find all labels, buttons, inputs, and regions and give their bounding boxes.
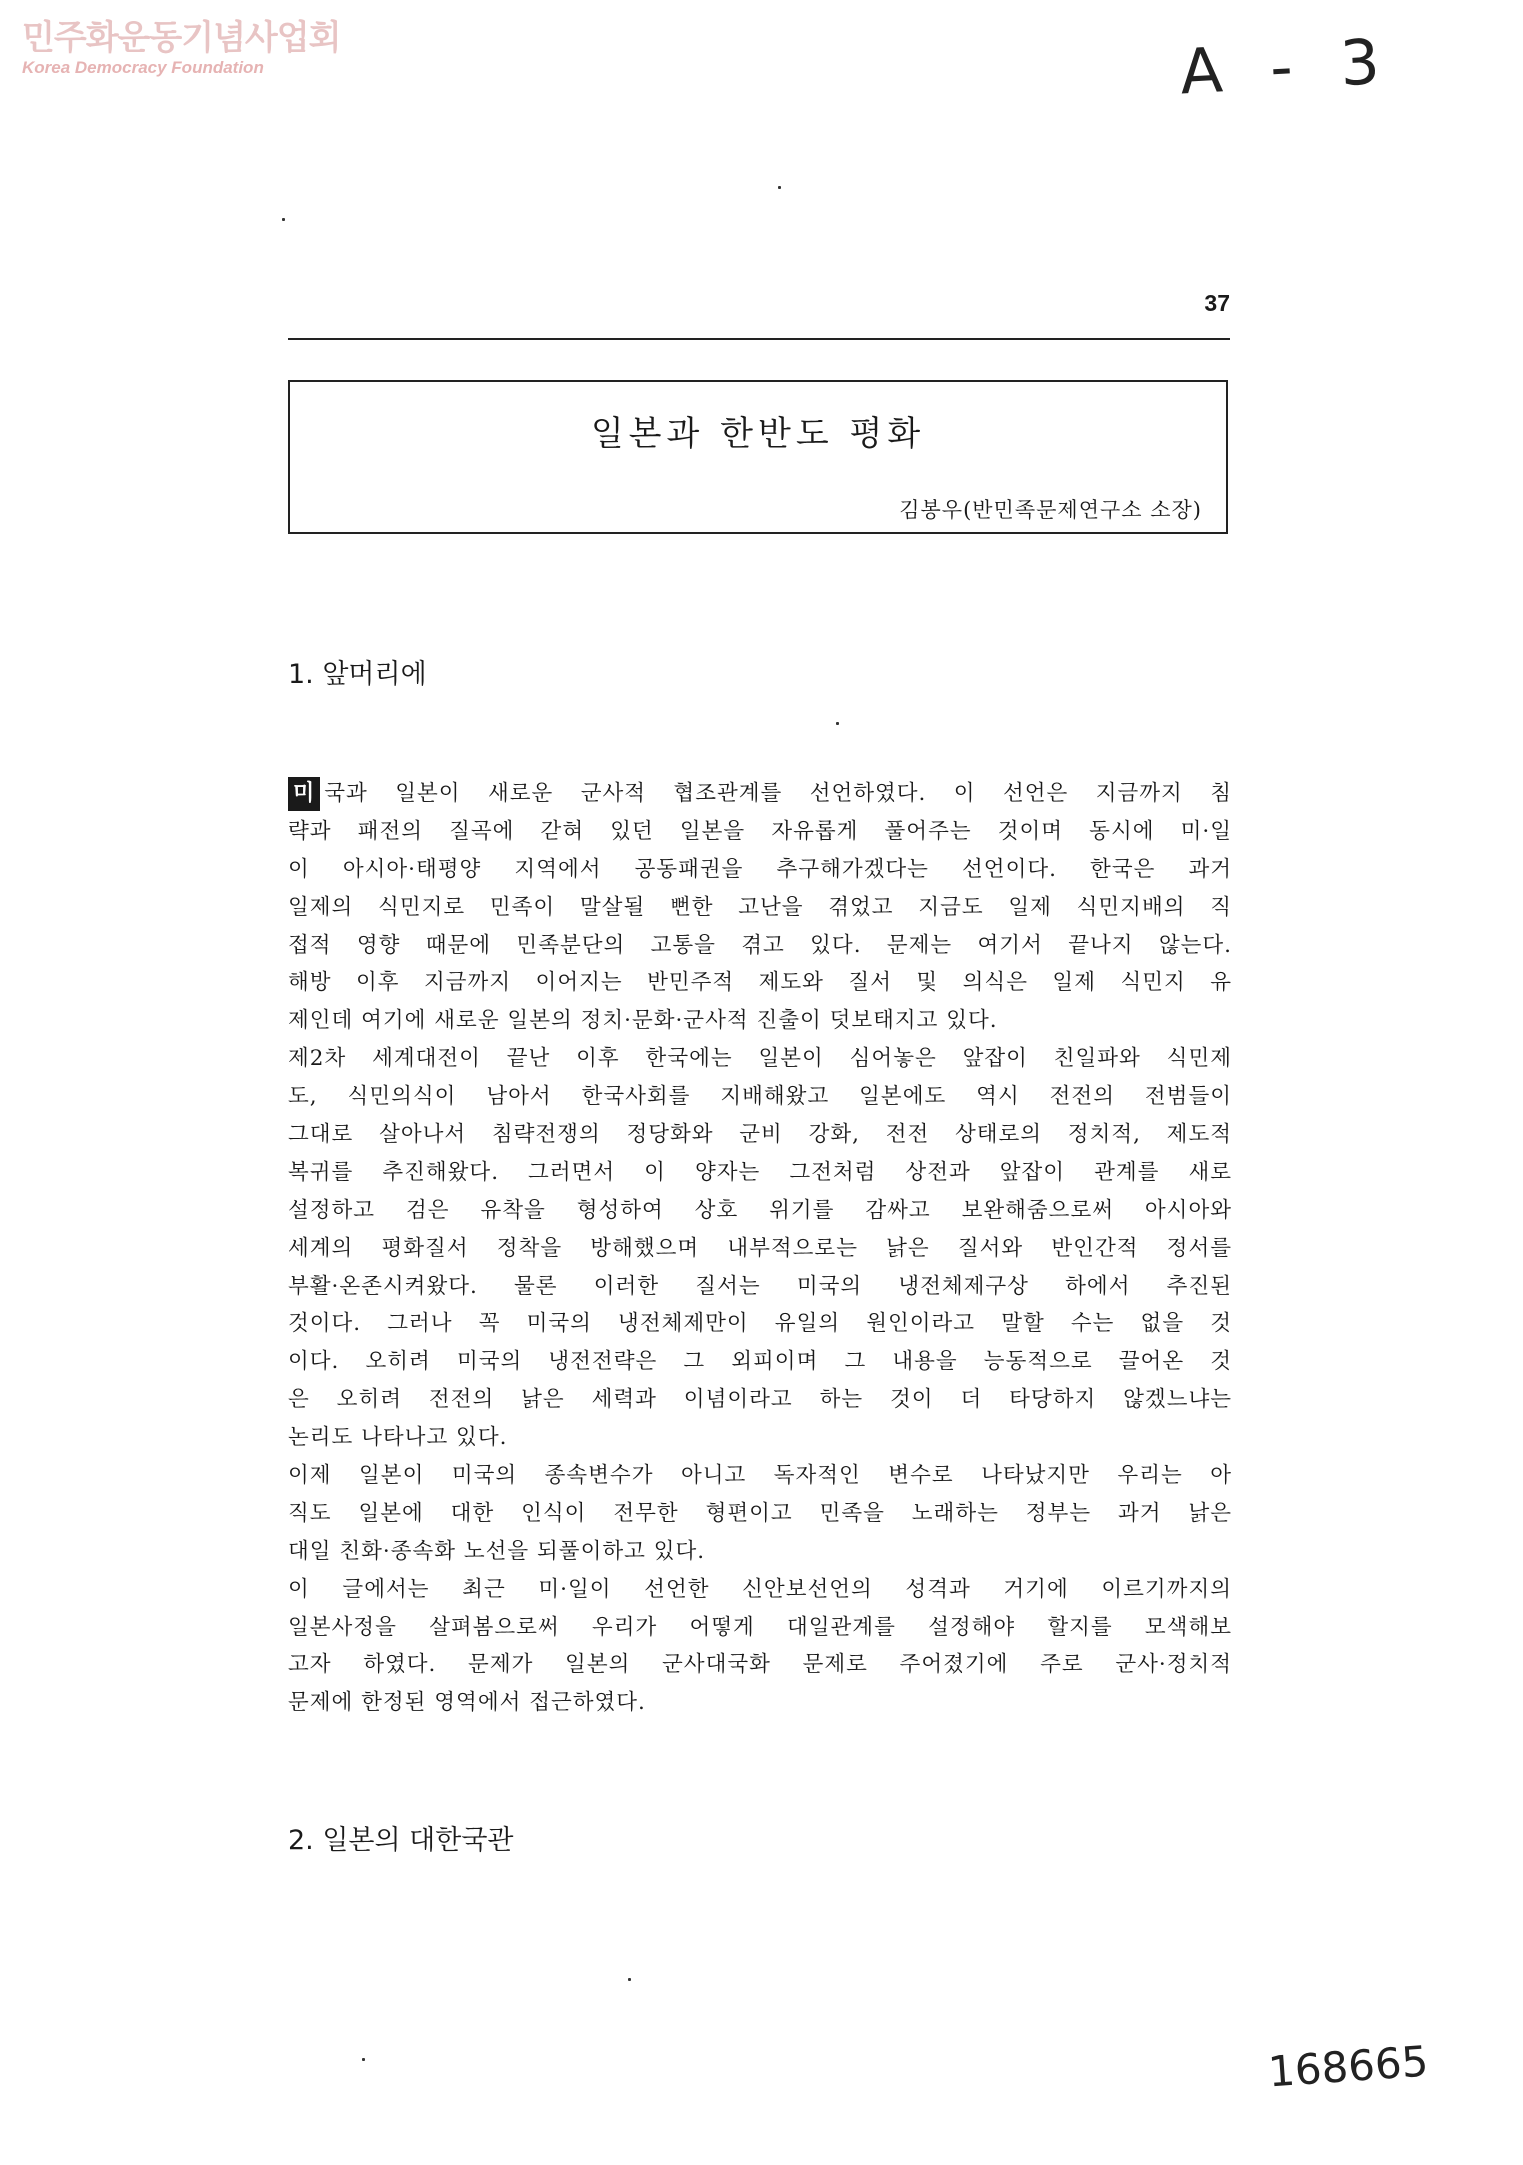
- paragraph-line: 직도 일본에 대한 인식이 전무한 형편이고 민족을 노래하는 정부는 과거 낡은: [288, 1500, 1232, 1526]
- header-rule: [288, 338, 1230, 340]
- scan-speck: [628, 1978, 631, 1981]
- watermark-logo: [22, 18, 340, 78]
- scan-speck: [362, 2058, 365, 2061]
- paragraph-line: 도, 식민의식이 남아서 한국사회를 지배해왔고 일본에도 역시 전전의 전범들이: [288, 1084, 1232, 1110]
- paragraph-line: 고자 하였다. 문제가 일본의 군사대국화 문제로 주어졌기에 주로 군사·정치적: [288, 1652, 1232, 1678]
- paragraph-line: 제인데 여기에 새로운 일본의 정치·문화·군사적 진출이 덧보태지고 있다.: [288, 1008, 998, 1034]
- paragraph-line: 일제의 식민지로 민족이 말살될 뻔한 고난을 겪었고 지금도 일제 식민지배의 직: [288, 894, 1232, 920]
- paragraph-line: 설정하고 검은 유착을 형성하여 상호 위기를 감싸고 보완해줌으로써 아시아와: [288, 1197, 1232, 1223]
- paragraph-line: 은 오히려 전전의 낡은 세력과 이념이라고 하는 것이 더 타당하지 않겠느냐는: [288, 1387, 1232, 1413]
- handwritten-archive-number: 168665: [1266, 2036, 1430, 2097]
- paragraph-line: 이제 일본이 미국의 종속변수가 아니고 독자적인 변수로 나타났지만 우리는 아: [288, 1463, 1232, 1489]
- title-box: [288, 380, 1228, 534]
- scan-speck: [778, 186, 781, 189]
- paragraph-line: 세계의 평화질서 정착을 방해했으며 내부적으로는 낡은 질서와 반인간적 정서를: [288, 1235, 1232, 1261]
- paragraph-line: 복귀를 추진해왔다. 그러면서 이 양자는 그전처럼 상전과 앞잡이 관계를 새로: [288, 1159, 1232, 1185]
- paragraph-line: [288, 775, 1232, 813]
- watermark-korean: 민주화운동기념사업회: [22, 18, 341, 58]
- section-heading-2: 2. 일본의 대한국관: [288, 1825, 514, 1856]
- watermark-english: Korea Democracy Foundation: [22, 58, 264, 77]
- article-title: 일본과 한반도 평화: [590, 414, 926, 454]
- paragraph-line: 일본사정을 살펴봄으로써 우리가 어떻게 대일관계를 설정해야 할지를 모색해보: [288, 1614, 1232, 1640]
- paragraph-line: 접적 영향 때문에 민족분단의 고통을 겪고 있다. 문제는 여기서 끝나지 않는다.: [288, 932, 1232, 958]
- paragraph-line: 것이다. 그러나 꼭 미국의 냉전체제만이 유일의 원인이라고 말할 수는 없을 것: [288, 1311, 1232, 1337]
- paragraph-line: 이 아시아·태평양 지역에서 공동패권을 추구해가겠다는 선언이다. 한국은 과거: [288, 856, 1232, 882]
- paragraph-line: 부활·온존시켜왔다. 물론 이러한 질서는 미국의 냉전체제구상 하에서 추진된: [288, 1273, 1232, 1299]
- paragraph-line: 이다. 오히려 미국의 냉전전략은 그 외피이며 그 내용을 능동적으로 끌어온 것: [288, 1349, 1232, 1375]
- scan-speck: [282, 218, 285, 221]
- page-number: 37: [1204, 290, 1230, 316]
- paragraph-line: 문제에 한정된 영역에서 접근하였다.: [288, 1690, 646, 1716]
- paragraph-line: 논리도 나타나고 있다.: [288, 1425, 508, 1451]
- section-heading-1: 1. 앞머리에: [288, 659, 427, 690]
- paragraph-line: 제2차 세계대전이 끝난 이후 한국에는 일본이 심어놓은 앞잡이 친일파와 식민제: [288, 1046, 1232, 1072]
- drop-cap: 미: [288, 777, 320, 811]
- paragraph-line-text: 국과 일본이 새로운 군사적 협조관계를 선언하였다. 이 선언은 지금까지 침: [324, 781, 1232, 806]
- body-text: [288, 775, 1232, 1722]
- handwritten-document-id: A - 3: [1178, 24, 1396, 109]
- paragraph-line: 략과 패전의 질곡에 갇혀 있던 일본을 자유롭게 풀어주는 것이며 동시에 미·일: [288, 818, 1232, 844]
- paragraph-line: 이 글에서는 최근 미·일이 선언한 신안보선언의 성격과 거기에 이르기까지의: [288, 1576, 1232, 1602]
- article-author: 김봉우(반민족문제연구소 소장): [899, 498, 1202, 522]
- paragraph-line: 그대로 살아나서 침략전쟁의 정당화와 군비 강화, 전전 상태로의 정치적, 제도적: [288, 1122, 1232, 1148]
- paragraph-line: 해방 이후 지금까지 이어지는 반민주적 제도와 질서 및 의식은 일제 식민지 유: [288, 970, 1232, 996]
- scan-speck: [836, 722, 839, 725]
- paragraph-line: 대일 친화·종속화 노선을 되풀이하고 있다.: [288, 1538, 706, 1564]
